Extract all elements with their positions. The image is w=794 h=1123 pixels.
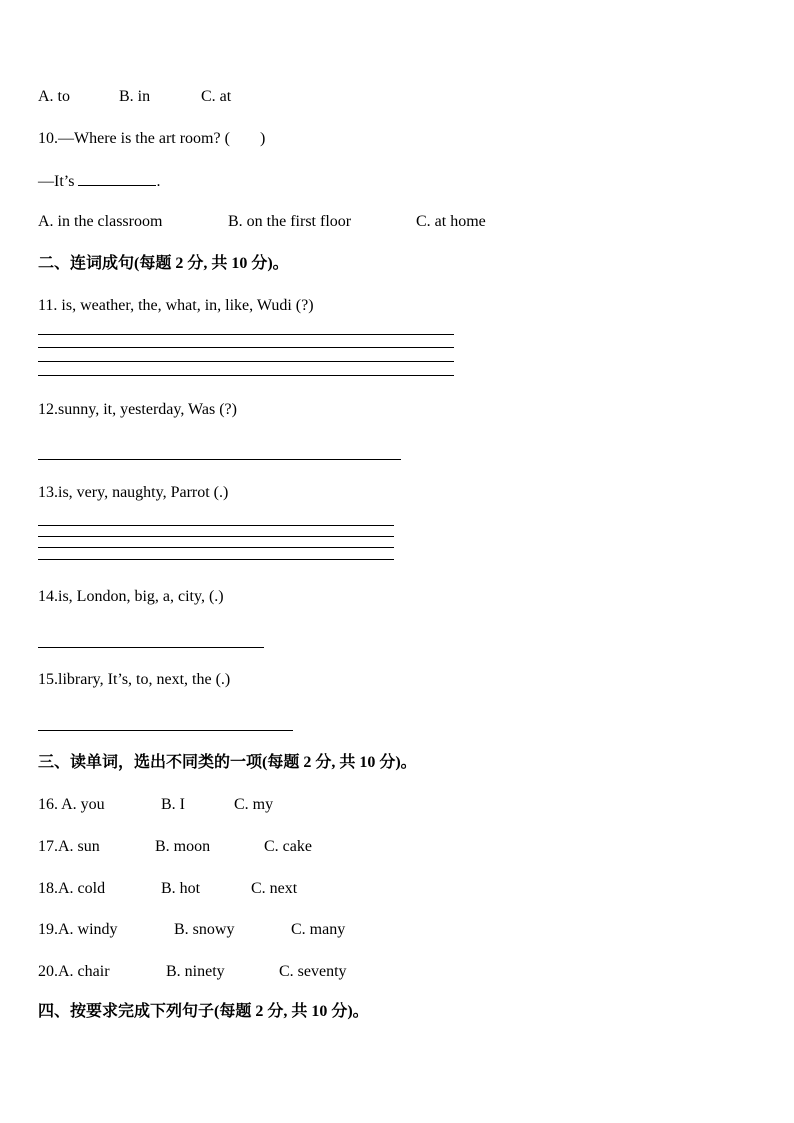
q18-option-a: 18.A. cold (38, 880, 106, 897)
section3-heading: 三、读单词，选出不同类的一项(每题 2 分, 共 10 分)。 (38, 754, 417, 771)
q19-option-b: B. snowy (174, 921, 235, 938)
q16-option-a: 16. A. you (38, 796, 105, 813)
q17-option-a: 17.A. sun (38, 838, 100, 855)
q12-prompt: 12.sunny, it, yesterday, Was (?) (38, 401, 237, 418)
q10-answer-line (38, 171, 160, 192)
q20-option-a: 20.A. chair (38, 963, 110, 980)
q13-answer-line-1[interactable] (38, 525, 394, 526)
q14-prompt: 14.is, London, big, a, city, (.) (38, 588, 224, 605)
q18-option-c: C. next (251, 880, 298, 897)
q12-answer-line[interactable] (38, 459, 401, 460)
q10-option-a: A. in the classroom (38, 213, 163, 230)
section2-heading: 二、连词成句(每题 2 分, 共 10 分)。 (38, 255, 289, 272)
q10-answer-suffix: . (156, 173, 161, 190)
q16-option-b: B. I (161, 796, 185, 813)
q13-answer-line-4[interactable] (38, 559, 394, 560)
q10-answer-prefix: —It’s (38, 173, 75, 190)
q11-answer-line-4[interactable] (38, 375, 454, 376)
q17-option-b: B. moon (155, 838, 211, 855)
q19-option-a: 19.A. windy (38, 921, 118, 938)
q10-question-text: 10.—Where is the art room? ( (38, 130, 230, 147)
q13-answer-line-3[interactable] (38, 547, 394, 548)
section4-heading: 四、按要求完成下列句子(每题 2 分, 共 10 分)。 (38, 1003, 369, 1020)
q20-option-c: C. seventy (279, 963, 347, 980)
q13-answer-line-2[interactable] (38, 536, 394, 537)
q11-answer-line-2[interactable] (38, 347, 454, 348)
q16-option-c: C. my (234, 796, 274, 813)
q14-answer-line[interactable] (38, 647, 264, 648)
q11-answer-line-3[interactable] (38, 361, 454, 362)
q15-answer-line[interactable] (38, 730, 293, 731)
q10-answer-blank[interactable] (78, 171, 156, 186)
q19-option-c: C. many (291, 921, 346, 938)
q9-option-b: B. in (119, 88, 151, 105)
q9-option-a: A. to (38, 88, 70, 105)
q13-prompt: 13.is, very, naughty, Parrot (.) (38, 484, 229, 501)
q9-option-c: C. at (201, 88, 232, 105)
q17-option-c: C. cake (264, 838, 312, 855)
q20-option-b: B. ninety (166, 963, 225, 980)
q11-prompt: 11. is, weather, the, what, in, like, Wudi (?) (38, 297, 314, 314)
q11-answer-line-1[interactable] (38, 334, 454, 335)
q10-option-b: B. on the first floor (228, 213, 352, 230)
q18-option-b: B. hot (161, 880, 201, 897)
q10-close-paren: ) (259, 130, 266, 147)
q10-option-c: C. at home (416, 213, 486, 230)
q10-question (38, 129, 265, 149)
q15-prompt: 15.library, It’s, to, next, the (.) (38, 671, 231, 688)
